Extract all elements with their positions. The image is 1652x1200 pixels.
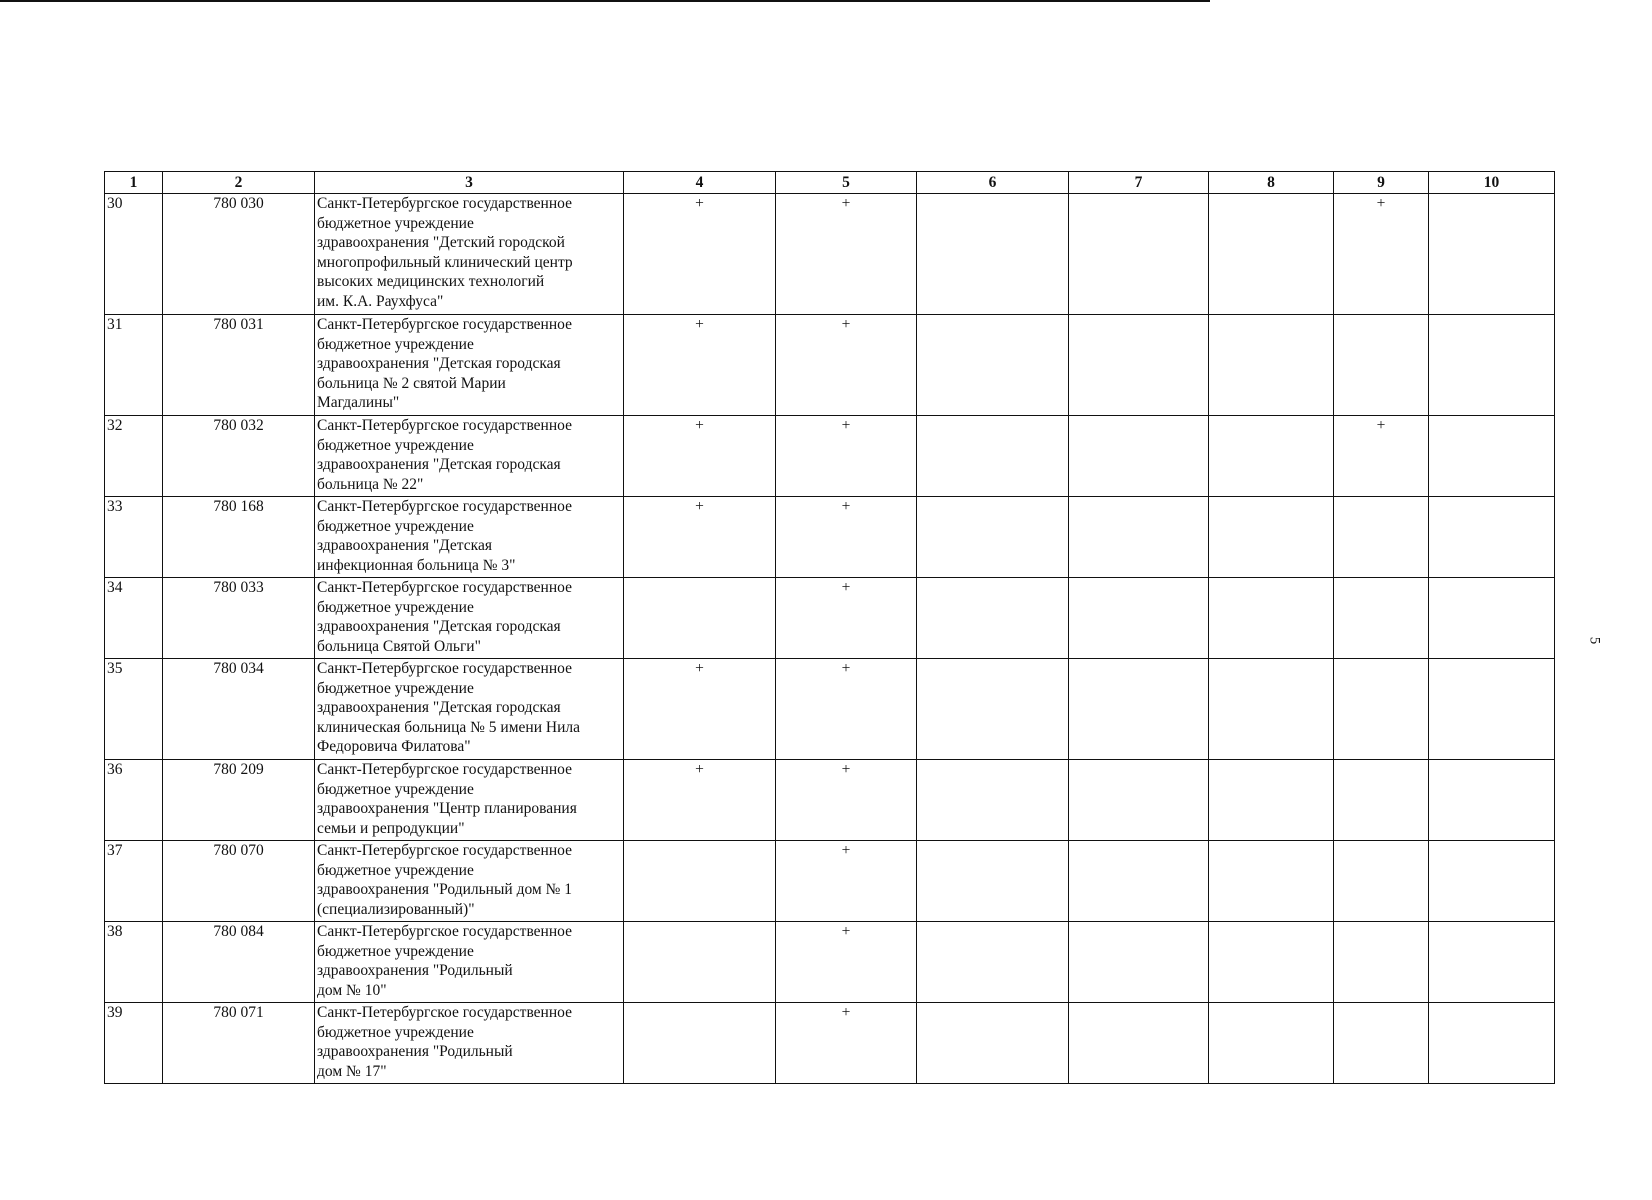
registry-code: 780 034	[163, 659, 315, 760]
cell-col-4	[624, 1003, 776, 1084]
cell-col-6	[917, 497, 1069, 578]
table-header	[105, 172, 1555, 194]
cell-col-9: +	[1334, 416, 1429, 497]
cell-col-5: +	[776, 416, 917, 497]
cell-col-7	[1069, 315, 1209, 416]
register-table	[104, 171, 1555, 1084]
cell-col-8	[1209, 922, 1334, 1003]
cell-col-5: +	[776, 1003, 917, 1084]
cell-col-10	[1429, 194, 1555, 315]
top-rule	[0, 0, 1210, 2]
row-number: 36	[105, 760, 163, 841]
cell-col-4	[624, 922, 776, 1003]
registry-code: 780 209	[163, 760, 315, 841]
cell-col-8	[1209, 315, 1334, 416]
cell-col-10	[1429, 659, 1555, 760]
cell-col-8	[1209, 194, 1334, 315]
row-number: 34	[105, 578, 163, 659]
cell-col-9	[1334, 760, 1429, 841]
organization-name: Санкт-Петербургское государственное бюджетное учреждение здравоохранения "Детская городская клиническая больница № 5 имени Нила Федоровича Филатова"	[315, 659, 624, 760]
column-header-1: 1	[105, 172, 163, 194]
table-row	[105, 416, 1555, 497]
organization-name: Санкт-Петербургское государственное бюджетное учреждение здравоохранения "Детский городской многопрофильный клинический центр высоких медицинских технологий им. К.А. Раухфуса"	[315, 194, 624, 315]
cell-col-8	[1209, 659, 1334, 760]
organization-name: Санкт-Петербургское государственное бюджетное учреждение здравоохранения "Детская инфекционная больница № 3"	[315, 497, 624, 578]
cell-col-6	[917, 1003, 1069, 1084]
table-row	[105, 194, 1555, 315]
cell-col-10	[1429, 1003, 1555, 1084]
cell-col-8	[1209, 497, 1334, 578]
cell-col-7	[1069, 578, 1209, 659]
cell-col-8	[1209, 416, 1334, 497]
table-row	[105, 841, 1555, 922]
cell-col-6	[917, 194, 1069, 315]
table-row	[105, 497, 1555, 578]
column-header-9: 9	[1334, 172, 1429, 194]
row-number: 38	[105, 922, 163, 1003]
table-row	[105, 760, 1555, 841]
cell-col-9	[1334, 659, 1429, 760]
cell-col-5: +	[776, 578, 917, 659]
cell-col-5: +	[776, 841, 917, 922]
registry-code: 780 032	[163, 416, 315, 497]
cell-col-9	[1334, 578, 1429, 659]
cell-col-7	[1069, 760, 1209, 841]
table-row	[105, 578, 1555, 659]
cell-col-5: +	[776, 315, 917, 416]
cell-col-4: +	[624, 760, 776, 841]
table-body	[105, 194, 1555, 1084]
cell-col-5: +	[776, 760, 917, 841]
organization-name: Санкт-Петербургское государственное бюджетное учреждение здравоохранения "Детская городская больница № 22"	[315, 416, 624, 497]
organization-name: Санкт-Петербургское государственное бюджетное учреждение здравоохранения "Родильный дом № 1 (специализированный)"	[315, 841, 624, 922]
registry-code: 780 084	[163, 922, 315, 1003]
cell-col-6	[917, 315, 1069, 416]
cell-col-8	[1209, 578, 1334, 659]
header-row	[105, 172, 1555, 194]
row-number: 31	[105, 315, 163, 416]
organization-name: Санкт-Петербургское государственное бюджетное учреждение здравоохранения "Центр планирования семьи и репродукции"	[315, 760, 624, 841]
cell-col-4: +	[624, 315, 776, 416]
row-number: 33	[105, 497, 163, 578]
table-row	[105, 315, 1555, 416]
cell-col-9	[1334, 497, 1429, 578]
table-row	[105, 922, 1555, 1003]
column-header-4: 4	[624, 172, 776, 194]
cell-col-9	[1334, 922, 1429, 1003]
registry-code: 780 168	[163, 497, 315, 578]
registry-code: 780 033	[163, 578, 315, 659]
column-header-6: 6	[917, 172, 1069, 194]
cell-col-7	[1069, 841, 1209, 922]
registry-code: 780 070	[163, 841, 315, 922]
column-header-8: 8	[1209, 172, 1334, 194]
cell-col-5: +	[776, 659, 917, 760]
row-number: 35	[105, 659, 163, 760]
cell-col-6	[917, 760, 1069, 841]
cell-col-10	[1429, 760, 1555, 841]
column-header-10: 10	[1429, 172, 1555, 194]
column-header-3: 3	[315, 172, 624, 194]
cell-col-9	[1334, 1003, 1429, 1084]
cell-col-4: +	[624, 497, 776, 578]
cell-col-10	[1429, 841, 1555, 922]
cell-col-7	[1069, 922, 1209, 1003]
column-header-5: 5	[776, 172, 917, 194]
registry-code: 780 071	[163, 1003, 315, 1084]
cell-col-7	[1069, 1003, 1209, 1084]
table-row	[105, 659, 1555, 760]
organization-name: Санкт-Петербургское государственное бюджетное учреждение здравоохранения "Родильный дом № 17"	[315, 1003, 624, 1084]
cell-col-6	[917, 578, 1069, 659]
cell-col-10	[1429, 315, 1555, 416]
cell-col-5: +	[776, 497, 917, 578]
organization-name: Санкт-Петербургское государственное бюджетное учреждение здравоохранения "Родильный дом № 10"	[315, 922, 624, 1003]
column-header-7: 7	[1069, 172, 1209, 194]
cell-col-8	[1209, 760, 1334, 841]
cell-col-9	[1334, 841, 1429, 922]
cell-col-7	[1069, 194, 1209, 315]
cell-col-9: +	[1334, 194, 1429, 315]
row-number: 32	[105, 416, 163, 497]
cell-col-5: +	[776, 194, 917, 315]
cell-col-4: +	[624, 416, 776, 497]
registry-code: 780 030	[163, 194, 315, 315]
page-number: 5	[1586, 636, 1603, 645]
cell-col-4: +	[624, 194, 776, 315]
cell-col-7	[1069, 416, 1209, 497]
cell-col-6	[917, 416, 1069, 497]
cell-col-7	[1069, 659, 1209, 760]
cell-col-6	[917, 659, 1069, 760]
cell-col-10	[1429, 497, 1555, 578]
cell-col-10	[1429, 578, 1555, 659]
table-row	[105, 1003, 1555, 1084]
cell-col-7	[1069, 497, 1209, 578]
cell-col-6	[917, 922, 1069, 1003]
cell-col-10	[1429, 922, 1555, 1003]
cell-col-4	[624, 841, 776, 922]
cell-col-6	[917, 841, 1069, 922]
cell-col-9	[1334, 315, 1429, 416]
organization-name: Санкт-Петербургское государственное бюджетное учреждение здравоохранения "Детская городская больница № 2 святой Марии Магдалины"	[315, 315, 624, 416]
cell-col-8	[1209, 1003, 1334, 1084]
row-number: 37	[105, 841, 163, 922]
cell-col-4	[624, 578, 776, 659]
cell-col-8	[1209, 841, 1334, 922]
row-number: 39	[105, 1003, 163, 1084]
cell-col-5: +	[776, 922, 917, 1003]
row-number: 30	[105, 194, 163, 315]
cell-col-10	[1429, 416, 1555, 497]
cell-col-4: +	[624, 659, 776, 760]
organization-name: Санкт-Петербургское государственное бюджетное учреждение здравоохранения "Детская городская больница Святой Ольги"	[315, 578, 624, 659]
column-header-2: 2	[163, 172, 315, 194]
registry-code: 780 031	[163, 315, 315, 416]
